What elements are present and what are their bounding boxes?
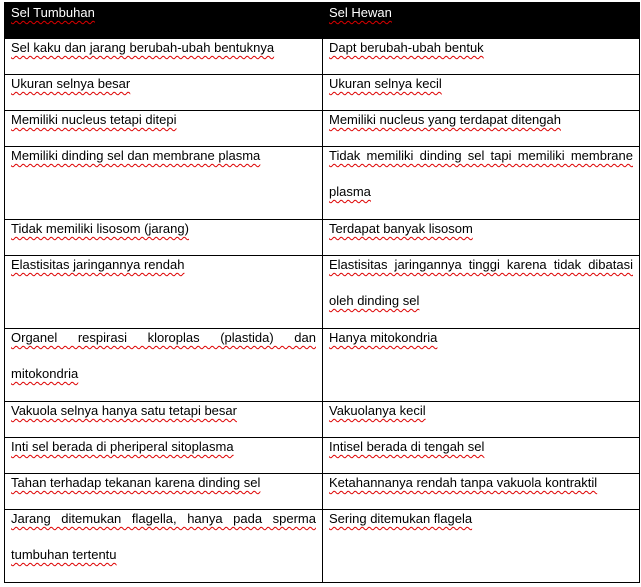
header-text: Sel Tumbuhan [11,5,95,20]
cell-text: Elastisitas jaringannya tinggi karena tidak dibatasi oleh dinding sel [329,257,633,308]
cell-text: Memiliki nucleus yang terdapat ditengah [329,112,561,127]
cell-text: Vakuolanya kecil [329,403,426,418]
cell-sel-hewan [323,256,640,329]
cell-text: Tidak memiliki dinding sel tapi memiliki membrane plasma [329,148,633,199]
cell-sel-hewan [323,329,640,402]
cell-text: Memiliki nucleus tetapi ditepi [11,112,177,127]
cell-text: Ukuran selnya kecil [329,76,442,91]
cell-sel-hewan [323,147,640,220]
cell-text: Ketahannanya rendah tanpa vakuola kontraktil [329,475,598,490]
cell-text: Inti sel berada di pheriperal sitoplasma [11,439,234,454]
cell-text: Sering ditemukan flagela [329,511,473,526]
cell-text: Tidak memiliki lisosom (jarang) [11,221,189,236]
cell-text: Vakuola selnya hanya satu tetapi besar [11,403,237,418]
table-row [5,329,640,402]
table-row [5,256,640,329]
cell-text: Terdapat banyak lisosom [329,221,473,236]
cell-text: Ukuran selnya besar [11,76,131,91]
cell-text: Tahan terhadap tekanan karena dinding sel [11,475,261,490]
cell-sel-tumbuhan [5,147,323,220]
cell-text: Dapt berubah-ubah bentuk [329,40,484,55]
table-row [5,510,640,583]
cell-text: Sel kaku dan jarang berubah-ubah bentuknya [11,40,275,55]
cell-sel-tumbuhan [5,510,323,583]
comparison-table [4,2,640,583]
table-row [5,147,640,220]
cell-text: Elastisitas jaringannya rendah [11,257,185,272]
cell-text: Hanya mitokondria [329,330,438,345]
cell-text: Jarang ditemukan flagella, hanya pada sperma tumbuhan tertentu [11,511,316,562]
cell-text: Intisel berada di tengah sel [329,439,485,454]
cell-text: Memiliki dinding sel dan membrane plasma [11,148,261,163]
cell-text: Organel respirasi kloroplas (plastida) dan mitokondria [11,330,316,381]
cell-sel-tumbuhan [5,256,323,329]
header-text: Sel Hewan [329,5,392,20]
cell-sel-hewan [323,510,640,583]
cell-sel-tumbuhan [5,329,323,402]
